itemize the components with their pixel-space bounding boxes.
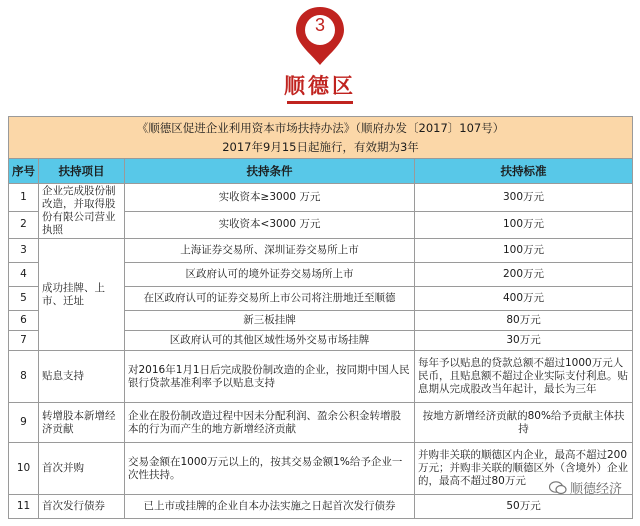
- project-cell: 首次发行债券: [39, 495, 125, 519]
- table-row: [9, 403, 633, 443]
- condition-cell: 已上市或挂牌的企业自本办法实施之日起首次发行债券: [125, 495, 415, 519]
- title-underline: [287, 101, 353, 104]
- watermark-text: 顺德经济: [569, 482, 622, 497]
- row-number: 10: [9, 443, 39, 495]
- standard-cell: 100万元: [415, 211, 633, 239]
- table-caption-title: 《顺德区促进企业利用资本市场扶持办法》（顺府办发〔2017〕107号）: [9, 117, 633, 139]
- project-cell: 成功挂牌、上市、迁址: [39, 239, 125, 351]
- condition-cell: 交易金额在1000万元以上的，按其交易金额1%给予企业一次性扶持。: [125, 443, 415, 495]
- section-header: [0, 0, 640, 115]
- row-number: 8: [9, 351, 39, 403]
- condition-cell: 在区政府认可的证券交易所上市公司将注册地迁至顺德: [125, 287, 415, 311]
- standard-cell: 100万元: [415, 239, 633, 263]
- row-number: 9: [9, 403, 39, 443]
- row-number: 1: [9, 184, 39, 212]
- project-cell: 贴息支持: [39, 351, 125, 403]
- wechat-icon: [549, 481, 567, 495]
- table-row: [9, 351, 633, 403]
- standard-cell: 按地方新增经济贡献的80%给予贡献主体扶持: [415, 403, 633, 443]
- row-number: 7: [9, 331, 39, 351]
- standard-cell: 并购非关联的顺德区内企业，最高不超过200万元；并购非关联的顺德区外（含境外）企业的，最高不超过80万元: [415, 443, 633, 495]
- row-number: 5: [9, 287, 39, 311]
- standard-cell: 30万元: [415, 331, 633, 351]
- table-row: [9, 184, 633, 212]
- table-caption-date: 2017年9月15日起施行，有效期为3年: [9, 138, 633, 159]
- row-number: 2: [9, 211, 39, 239]
- column-header-no: 序号: [9, 159, 39, 184]
- standard-cell: 400万元: [415, 287, 633, 311]
- condition-cell: 区政府认可的其他区域性场外交易市场挂牌: [125, 331, 415, 351]
- row-number: 3: [9, 239, 39, 263]
- condition-cell: 企业在股份制改造过程中因未分配利润、盈余公积金转增股本的行为而产生的地方新增经济贡献: [125, 403, 415, 443]
- condition-cell: 上海证券交易所、深圳证券交易所上市: [125, 239, 415, 263]
- table-row: [9, 239, 633, 263]
- standard-cell: 50万元: [415, 495, 633, 519]
- column-header-project: 扶持项目: [39, 159, 125, 184]
- standard-cell: 每年予以贴息的贷款总额不超过1000万元人民币，且贴息额不超过企业实际支付利息。贴息期从完成股改当年起计，最长为三年: [415, 351, 633, 403]
- column-header-standard: 扶持标准: [415, 159, 633, 184]
- row-number: 11: [9, 495, 39, 519]
- standard-cell: 80万元: [415, 311, 633, 331]
- row-number: 6: [9, 311, 39, 331]
- condition-cell: 实收资本<3000 万元: [125, 211, 415, 239]
- table-row: [9, 495, 633, 519]
- watermark: [472, 478, 622, 498]
- condition-cell: 实收资本≥3000 万元: [125, 184, 415, 212]
- page-title: 顺德区: [284, 74, 356, 98]
- condition-cell: 新三板挂牌: [125, 311, 415, 331]
- project-cell: 转增股本新增经济贡献: [39, 403, 125, 443]
- section-number: 3: [314, 15, 325, 35]
- policy-table: [8, 116, 633, 519]
- policy-table-container: [8, 116, 632, 518]
- standard-cell: 200万元: [415, 263, 633, 287]
- row-number: 4: [9, 263, 39, 287]
- project-cell: 企业完成股份制改造，并取得股份有限公司营业执照: [39, 184, 125, 239]
- standard-cell: 300万元: [415, 184, 633, 212]
- project-cell: 首次并购: [39, 443, 125, 495]
- condition-cell: 区政府认可的境外证券交易场所上市: [125, 263, 415, 287]
- condition-cell: 对2016年1月1日后完成股份制改造的企业，按同期中国人民银行贷款基准利率予以贴息支持: [125, 351, 415, 403]
- column-header-condition: 扶持条件: [125, 159, 415, 184]
